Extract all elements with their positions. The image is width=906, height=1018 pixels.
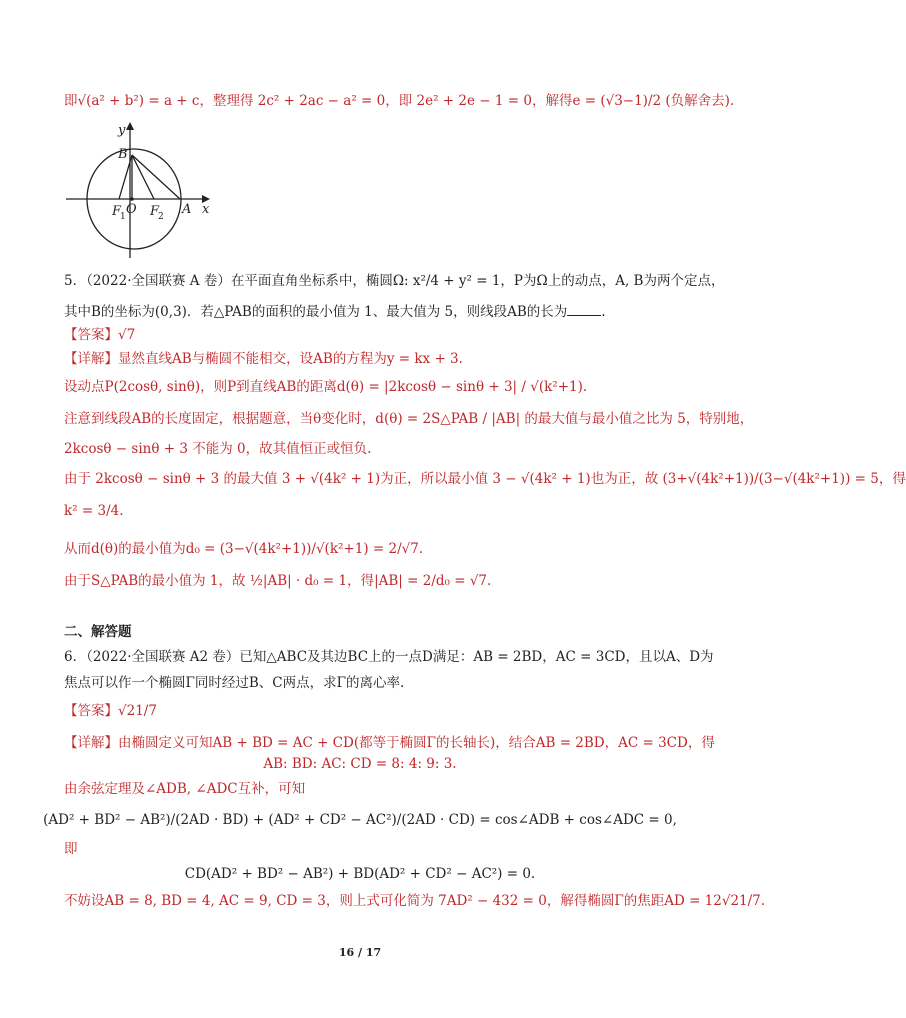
detail-5-line-5: 由于 2kcosθ − sinθ + 3 的最大值 3 + √(4k² + 1)为正，所以最小值 3 − √(4k² + 1)也为正，故 (3+√(4k²+1))/(3−√(4k²+1)) = 5，得 bbox=[64, 471, 906, 487]
detail-5-line-8: 由于S△PAB的最小值为 1，故 ½|AB| · d₀ = 1，得|AB| = 2/d₀ = √7. bbox=[64, 573, 492, 589]
point-F2-subscript: 2 bbox=[158, 212, 164, 222]
y-axis-label: y bbox=[118, 123, 126, 138]
question-5-text: 其中B的坐标为(0,3)．若△PAB的面积的最小值为 1、最大值为 5，则线段AB的长为 bbox=[64, 304, 568, 320]
detail-5-line-1: 【详解】显然直线AB与椭圆不能相交，设AB的方程为y = kx + 3. bbox=[64, 351, 463, 367]
detail-5-line-6: k² = 3/4. bbox=[64, 503, 124, 519]
solution-line-eccentricity: 即√(a² + b²) = a + c，整理得 2c² + 2ac − a² = 0，即 2e² + 2e − 1 = 0，解得e = (√3−1)/2 (负解舍去). bbox=[64, 93, 735, 109]
point-F1-subscript: 1 bbox=[120, 212, 126, 222]
answer-6: 【答案】√21/7 bbox=[64, 703, 157, 719]
point-F2-label: F bbox=[150, 204, 160, 219]
detail-6-line-5: 即 bbox=[64, 841, 78, 857]
point-B-label: B bbox=[118, 147, 128, 162]
point-F1-label: F bbox=[112, 204, 122, 219]
answer-blank bbox=[567, 302, 601, 316]
answer-5: 【答案】√7 bbox=[64, 327, 136, 343]
x-axis-label: x bbox=[202, 202, 210, 217]
question-5-period: . bbox=[601, 304, 606, 320]
page-number: 16 / 17 bbox=[338, 946, 382, 959]
question-5-line-2 bbox=[64, 302, 606, 321]
point-A-label: A bbox=[182, 202, 192, 217]
detail-6-ratio: AB: BD: AC: CD = 8: 4: 9: 3. bbox=[263, 756, 457, 772]
segment-B-A bbox=[132, 155, 180, 199]
detail-5-line-3: 注意到线段AB的长度固定，根据题意，当θ变化时，d(θ) = 2S△PAB / |AB| 的最大值与最小值之比为 5，特别地， bbox=[64, 411, 754, 427]
cosine-equation: (AD² + BD² − AB²)/(2AD · BD) + (AD² + CD² − AC²)/(2AD · CD) = cos∠ADB + cos∠ADC = 0, bbox=[43, 812, 677, 828]
detail-6-line-3: 由余弦定理及∠ADB, ∠ADC互补，可知 bbox=[64, 781, 306, 797]
detail-5-line-7: 从而d(θ)的最小值为d₀ = (3−√(4k²+1))/√(k²+1) = 2/√7. bbox=[64, 541, 424, 557]
question-6-line-1: 6．（2022·全国联赛 A2 卷）已知△ABC及其边BC上的一点D满足：AB = 2BD，AC = 3CD，且以A、D为 bbox=[64, 649, 714, 665]
detail-6-line-1: 【详解】由椭圆定义可知AB + BD = AC + CD(都等于椭圆Γ的长轴长)，结合AB = 2BD，AC = 3CD，得 bbox=[64, 735, 715, 751]
point-O-label: O bbox=[126, 202, 137, 217]
detail-5-line-4: 2kcosθ − sinθ + 3 不能为 0，故其值恒正或恒负. bbox=[64, 441, 372, 457]
ellipse-figure bbox=[62, 120, 222, 260]
simplified-equation: CD(AD² + BD² − AB²) + BD(AD² + CD² − AC²) = 0. bbox=[184, 866, 536, 882]
y-axis-arrow bbox=[126, 122, 134, 130]
question-6-line-2: 焦点可以作一个椭圆Γ同时经过B、C两点，求Γ的离心率. bbox=[64, 675, 405, 691]
question-5-line-1: 5．（2022·全国联赛 A 卷）在平面直角坐标系中，椭圆Ω: x²/4 + y² = 1，P为Ω上的动点，A, B为两个定点， bbox=[64, 273, 725, 289]
detail-6-line-7: 不妨设AB = 8, BD = 4, AC = 9, CD = 3，则上式可化简为 7AD² − 432 = 0，解得椭圆Γ的焦距AD = 12√21/7. bbox=[64, 893, 766, 909]
detail-5-line-2: 设动点P(2cosθ, sinθ)，则P到直线AB的距离d(θ) = |2kcosθ − sinθ + 3| / √(k²+1). bbox=[64, 379, 588, 395]
segment-B-F2 bbox=[132, 155, 154, 199]
section-heading: 二、解答题 bbox=[64, 624, 132, 640]
origin-dot bbox=[130, 197, 134, 201]
